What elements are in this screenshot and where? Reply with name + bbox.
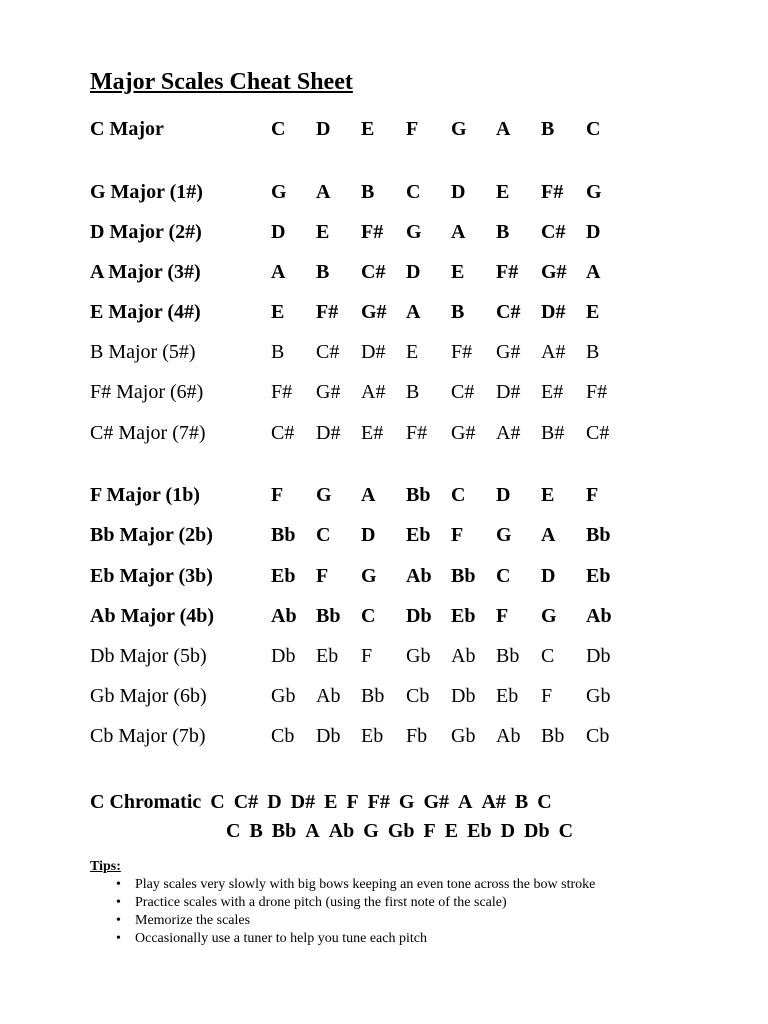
scale-note: Bb (496, 645, 520, 667)
scale-row (90, 601, 690, 631)
scale-note: Gb (451, 725, 476, 747)
scale-row (90, 257, 690, 287)
scale-note: C (496, 565, 511, 587)
scale-note: G (406, 221, 422, 243)
chromatic-note: B (249, 820, 263, 842)
scale-note: C# (451, 381, 475, 403)
scale-note: E (316, 221, 330, 243)
scale-note: C (406, 181, 421, 203)
scale-note: F# (586, 381, 608, 403)
scale-note: A# (361, 381, 386, 403)
tip-item: • Practice scales with a drone pitch (using the first note of the scale) (135, 894, 595, 912)
scale-name: B Major (5#) (90, 341, 196, 363)
scale-note: Db (586, 645, 611, 667)
scale-note: G (451, 118, 467, 140)
scale-note: E (586, 301, 600, 323)
scale-note: Gb (586, 685, 611, 707)
scale-note: Cb (586, 725, 610, 747)
chromatic-ascending-row (90, 787, 552, 817)
scale-note: Bb (451, 565, 476, 587)
scale-note: F (586, 484, 599, 506)
chromatic-note: Gb (387, 820, 415, 842)
scale-name: D Major (2#) (90, 221, 202, 243)
scale-row (90, 681, 690, 711)
scale-note: C# (541, 221, 566, 243)
scale-note: D# (496, 381, 521, 403)
scale-note: E (541, 484, 555, 506)
scale-note: Ab (586, 605, 612, 627)
chromatic-note: F (346, 791, 359, 813)
scale-note: G (361, 565, 377, 587)
scale-note: Eb (586, 565, 611, 587)
scale-note: D# (541, 301, 566, 323)
scale-note: A (586, 261, 601, 283)
scale-name: Bb Major (2b) (90, 524, 213, 546)
scale-note: Eb (406, 524, 431, 546)
chromatic-note: Ab (328, 820, 355, 842)
scale-note: G# (496, 341, 521, 363)
scale-row (90, 721, 690, 751)
scale-name: Db Major (5b) (90, 645, 207, 667)
scale-note: A (271, 261, 286, 283)
chromatic-note: Eb (467, 820, 492, 842)
scale-note: D# (316, 422, 341, 444)
tip-item: • Memorize the scales (135, 912, 595, 930)
chromatic-note: C (210, 791, 225, 813)
scale-note: E (406, 341, 419, 363)
scale-note: D# (361, 341, 386, 363)
scale-row (90, 114, 690, 144)
scale-note: F (496, 605, 509, 627)
scale-note: G (271, 181, 287, 203)
scale-note: G# (541, 261, 567, 283)
scale-note: B (541, 118, 555, 140)
page-title: Major Scales Cheat Sheet (90, 69, 353, 95)
scale-note: Fb (406, 725, 428, 747)
scale-note: C# (586, 422, 610, 444)
scale-note: F# (541, 181, 564, 203)
scale-note: Eb (271, 565, 296, 587)
scale-note: Db (406, 605, 432, 627)
chromatic-note: B (514, 791, 529, 813)
scale-note: B (586, 341, 600, 363)
scale-name: Cb Major (7b) (90, 725, 206, 747)
scale-note: F# (451, 341, 473, 363)
scale-note: Ab (451, 645, 476, 667)
scale-note: Ab (316, 685, 341, 707)
scale-note: D (496, 484, 511, 506)
scale-note: C# (361, 261, 386, 283)
scale-note: E (496, 181, 510, 203)
scale-note: E (361, 118, 375, 140)
scale-note: A (451, 221, 466, 243)
scale-note: A (361, 484, 376, 506)
scale-note: D (271, 221, 286, 243)
scale-note: G# (451, 422, 476, 444)
scale-note: B (361, 181, 375, 203)
scale-note: B (316, 261, 330, 283)
scale-name: C Major (90, 118, 164, 140)
scale-note: C (316, 524, 331, 546)
scale-note: Eb (316, 645, 339, 667)
scale-note: A# (541, 341, 566, 363)
scale-note: C (586, 118, 601, 140)
scale-note: Bb (316, 605, 341, 627)
scale-note: Ab (271, 605, 297, 627)
tips-list (90, 876, 595, 948)
scale-name: C# Major (7#) (90, 422, 206, 444)
scale-note: A (496, 118, 511, 140)
scale-row (90, 480, 690, 510)
scale-note: C# (496, 301, 521, 323)
scale-name: Ab Major (4b) (90, 605, 215, 627)
scale-note: E (451, 261, 465, 283)
scale-note: F (451, 524, 464, 546)
scale-note: E (271, 301, 285, 323)
scale-note: Bb (586, 524, 611, 546)
scale-note: E# (541, 381, 564, 403)
scale-note: D (316, 118, 331, 140)
scale-note: G (496, 524, 512, 546)
scale-note: Db (271, 645, 296, 667)
chromatic-note: Db (524, 820, 550, 842)
scale-name: F# Major (6#) (90, 381, 204, 403)
chromatic-descending-row (226, 816, 573, 846)
scale-name: Eb Major (3b) (90, 565, 213, 587)
scale-note: F# (496, 261, 519, 283)
scale-note: Db (451, 685, 476, 707)
scale-row (90, 337, 690, 367)
scale-note: Gb (406, 645, 431, 667)
scale-note: C (361, 605, 376, 627)
chromatic-note: G (398, 791, 415, 813)
scale-note: G (541, 605, 557, 627)
chromatic-note: E (324, 791, 338, 813)
scale-note: B (271, 341, 285, 363)
scale-name: E Major (4#) (90, 301, 201, 323)
scale-note: C (271, 118, 286, 140)
scale-note: Ab (406, 565, 432, 587)
scale-name: A Major (3#) (90, 261, 201, 283)
chromatic-note: G# (423, 791, 449, 813)
scale-note: Bb (406, 484, 431, 506)
scale-note: G (586, 181, 602, 203)
chromatic-note: F# (367, 791, 390, 813)
scale-note: G# (361, 301, 387, 323)
scale-row (90, 520, 690, 550)
scale-note: B (496, 221, 510, 243)
scale-note: C (541, 645, 555, 667)
scale-note: Bb (271, 524, 296, 546)
chromatic-note: D# (290, 791, 316, 813)
chromatic-note: C (226, 820, 241, 842)
chromatic-note: E (444, 820, 459, 842)
scale-note: Db (316, 725, 341, 747)
tip-item: • Play scales very slowly with big bows keeping an even tone across the bow stroke (135, 876, 595, 894)
chromatic-note: A (305, 820, 320, 842)
chromatic-note: D (500, 820, 516, 842)
scale-row (90, 418, 690, 448)
scale-row (90, 561, 690, 591)
chromatic-note: D (267, 791, 282, 813)
scale-note: Eb (451, 605, 476, 627)
chromatic-note: G (363, 820, 379, 842)
scale-note: F (361, 645, 373, 667)
scale-note: F# (406, 422, 428, 444)
chromatic-label: C Chromatic (90, 791, 202, 813)
scale-note: C# (316, 341, 340, 363)
scale-note: F (406, 118, 419, 140)
scale-name: F Major (1b) (90, 484, 200, 506)
chromatic-note: A (458, 791, 473, 813)
scale-note: G (316, 484, 332, 506)
scale-note: F# (316, 301, 339, 323)
scale-note: B (406, 381, 420, 403)
scale-note: A (316, 181, 331, 203)
scale-note: F (541, 685, 553, 707)
scale-row (90, 641, 690, 671)
scale-name: Gb Major (6b) (90, 685, 207, 707)
scale-note: D (451, 181, 466, 203)
chromatic-note: Bb (271, 820, 297, 842)
scale-note: Bb (541, 725, 565, 747)
scale-note: C# (271, 422, 295, 444)
tips-section (90, 858, 595, 948)
scale-note: C (451, 484, 466, 506)
scale-note: A (541, 524, 556, 546)
scale-note: G# (316, 381, 341, 403)
scale-note: Eb (361, 725, 384, 747)
scale-row (90, 217, 690, 247)
scale-note: Cb (271, 725, 295, 747)
scale-note: Eb (496, 685, 519, 707)
scale-row (90, 177, 690, 207)
scale-note: D (541, 565, 556, 587)
scale-note: A# (496, 422, 521, 444)
tips-heading: Tips: (90, 859, 121, 874)
chromatic-note: F (423, 820, 436, 842)
scale-note: F# (361, 221, 384, 243)
chromatic-note: C (537, 791, 552, 813)
scale-note: Ab (496, 725, 521, 747)
scale-row (90, 377, 690, 407)
scale-note: B (451, 301, 465, 323)
scale-note: F (316, 565, 329, 587)
scale-note: Cb (406, 685, 430, 707)
scale-row (90, 297, 690, 327)
scale-name: G Major (1#) (90, 181, 203, 203)
scale-note: D (361, 524, 376, 546)
scale-note: F# (271, 381, 293, 403)
scale-note: D (586, 221, 601, 243)
scale-note: D (406, 261, 421, 283)
scale-note: B# (541, 422, 565, 444)
tip-item: • Occasionally use a tuner to help you tune each pitch (135, 930, 595, 948)
scale-note: F (271, 484, 284, 506)
scale-note: E# (361, 422, 384, 444)
chromatic-note: C# (233, 791, 259, 813)
scale-note: Bb (361, 685, 385, 707)
scale-note: Gb (271, 685, 296, 707)
chromatic-note: A# (481, 791, 506, 813)
chromatic-note: C (558, 820, 574, 842)
scale-note: A (406, 301, 421, 323)
